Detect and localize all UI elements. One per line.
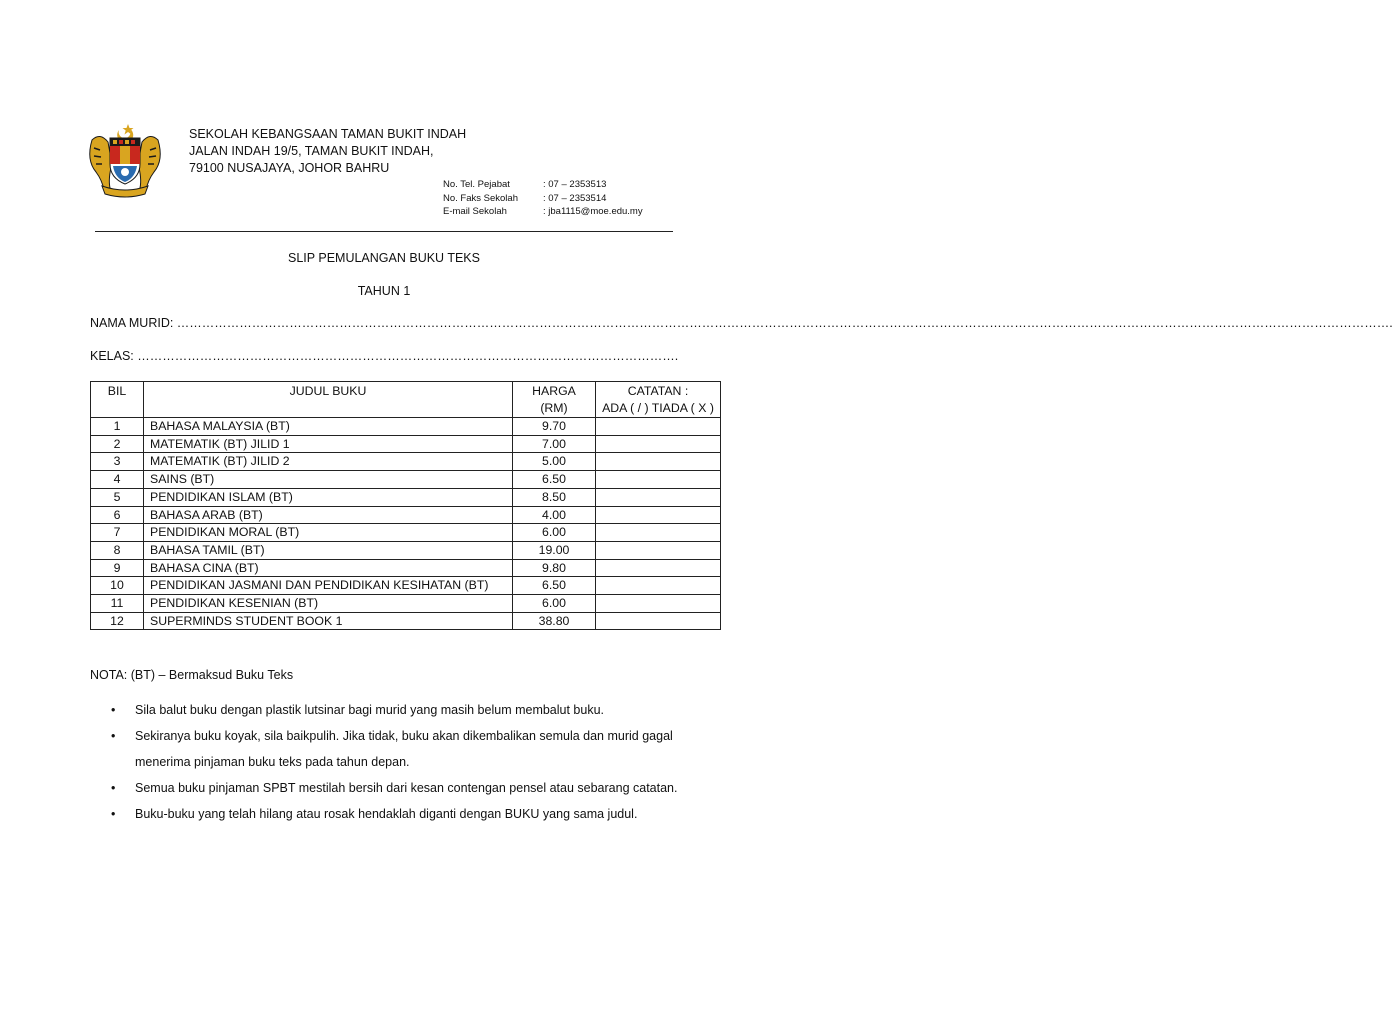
cell-judul: MATEMATIK (BT) JILID 1 [144, 435, 513, 453]
cell-harga: 19.00 [513, 541, 596, 559]
cell-bil: 11 [91, 595, 144, 613]
student-name-field: NAMA MURID: …………………………………………………………………………………………………………………………………………………………………………………………………………………………………………………………………. [90, 316, 1393, 330]
table-row [91, 453, 721, 471]
cell-judul: BAHASA CINA (BT) [144, 559, 513, 577]
cell-judul: PENDIDIKAN ISLAM (BT) [144, 488, 513, 506]
list-item: • Sila balut buku dengan plastik lutsinar bagi murid yang masih belum membalut buku. [111, 697, 711, 723]
header-divider [95, 231, 673, 232]
cell-catatan [596, 559, 721, 577]
cell-bil: 7 [91, 524, 144, 542]
cell-harga: 7.00 [513, 435, 596, 453]
table-row [91, 577, 721, 595]
cell-bil: 5 [91, 488, 144, 506]
table-row [91, 524, 721, 542]
cell-harga: 6.00 [513, 595, 596, 613]
table-row [91, 612, 721, 630]
cell-judul: SUPERMINDS STUDENT BOOK 1 [144, 612, 513, 630]
cell-catatan [596, 541, 721, 559]
cell-harga: 5.00 [513, 453, 596, 471]
school-name: SEKOLAH KEBANGSAAN TAMAN BUKIT INDAH [189, 127, 467, 141]
cell-judul: MATEMATIK (BT) JILID 2 [144, 453, 513, 471]
contact-value: : 07 – 2353514 [543, 192, 607, 204]
table-row [91, 595, 721, 613]
cell-catatan [596, 577, 721, 595]
cell-bil: 1 [91, 418, 144, 436]
contact-block [443, 178, 643, 219]
cell-harga: 6.50 [513, 577, 596, 595]
cell-judul: BAHASA TAMIL (BT) [144, 541, 513, 559]
nota-text: NOTA: (BT) – Bermaksud Buku Teks [90, 668, 294, 682]
table-row [91, 541, 721, 559]
list-item: • Semua buku pinjaman SPBT mestilah bersih dari kesan contengan pensel atau sebarang catatan. [111, 775, 711, 801]
address-line-1: JALAN INDAH 19/5, TAMAN BUKIT INDAH, [189, 144, 434, 158]
cell-bil: 2 [91, 435, 144, 453]
header-catatan-line1: CATATAN : [627, 384, 689, 398]
list-item: • Sekiranya buku koyak, sila baikpulih. Jika tidak, buku akan dikembalikan semula dan murid gagal menerima pinjaman buku teks pada tahun depan. [111, 723, 711, 775]
cell-bil: 9 [91, 559, 144, 577]
header-harga-line2: (RM) [540, 401, 568, 415]
cell-catatan [596, 595, 721, 613]
table-header-row [91, 382, 721, 418]
cell-bil: 3 [91, 453, 144, 471]
document-title: SLIP PEMULANGAN BUKU TEKS [288, 251, 480, 265]
header-harga-line1: HARGA [532, 384, 576, 398]
address-line-2: 79100 NUSAJAYA, JOHOR BAHRU [189, 161, 390, 175]
contact-label: No. Faks Sekolah [443, 192, 518, 204]
cell-catatan [596, 471, 721, 489]
school-address-block [189, 126, 466, 177]
cell-catatan [596, 418, 721, 436]
contact-label: No. Tel. Pejabat [443, 179, 510, 190]
cell-harga: 6.50 [513, 471, 596, 489]
cell-judul: PENDIDIKAN JASMANI DAN PENDIDIKAN KESIHATAN (BT) [144, 577, 513, 595]
cell-bil: 6 [91, 506, 144, 524]
cell-judul: PENDIDIKAN KESENIAN (BT) [144, 595, 513, 613]
cell-catatan [596, 612, 721, 630]
cell-harga: 38.80 [513, 612, 596, 630]
cell-harga: 8.50 [513, 488, 596, 506]
notes-list [111, 697, 711, 827]
table-row [91, 471, 721, 489]
table-row [91, 418, 721, 436]
cell-bil: 4 [91, 471, 144, 489]
cell-harga: 9.70 [513, 418, 596, 436]
header-catatan [596, 382, 721, 418]
cell-bil: 12 [91, 612, 144, 630]
cell-harga: 4.00 [513, 506, 596, 524]
contact-row-phone [443, 178, 643, 192]
cell-bil: 10 [91, 577, 144, 595]
header-bil: BIL [91, 382, 144, 418]
cell-catatan [596, 435, 721, 453]
contact-value: : 07 – 2353513 [543, 179, 607, 190]
coat-of-arms-logo [86, 122, 164, 198]
cell-judul: SAINS (BT) [144, 471, 513, 489]
cell-bil: 8 [91, 541, 144, 559]
table-row [91, 506, 721, 524]
header-harga [513, 382, 596, 418]
header-catatan-line2: ADA ( / ) TIADA ( X ) [602, 401, 714, 415]
table-row [91, 435, 721, 453]
textbook-table [90, 381, 721, 630]
cell-judul: BAHASA ARAB (BT) [144, 506, 513, 524]
contact-row-fax [443, 192, 643, 206]
cell-catatan [596, 488, 721, 506]
cell-judul: PENDIDIKAN MORAL (BT) [144, 524, 513, 542]
cell-harga: 9.80 [513, 559, 596, 577]
list-item: • Buku-buku yang telah hilang atau rosak hendaklah diganti dengan BUKU yang sama judul. [111, 801, 711, 827]
header-judul: JUDUL BUKU [144, 382, 513, 418]
cell-catatan [596, 524, 721, 542]
cell-catatan [596, 506, 721, 524]
cell-judul: BAHASA MALAYSIA (BT) [144, 418, 513, 436]
contact-value: : jba1115@moe.edu.my [543, 206, 643, 217]
contact-row-email [443, 205, 643, 219]
contact-label: E-mail Sekolah [443, 206, 507, 217]
table-row [91, 559, 721, 577]
document-subtitle: TAHUN 1 [357, 284, 411, 298]
table-row [91, 488, 721, 506]
class-field: KELAS: …………………………………………………………………………………………………………………. [90, 349, 679, 363]
cell-harga: 6.00 [513, 524, 596, 542]
cell-catatan [596, 453, 721, 471]
